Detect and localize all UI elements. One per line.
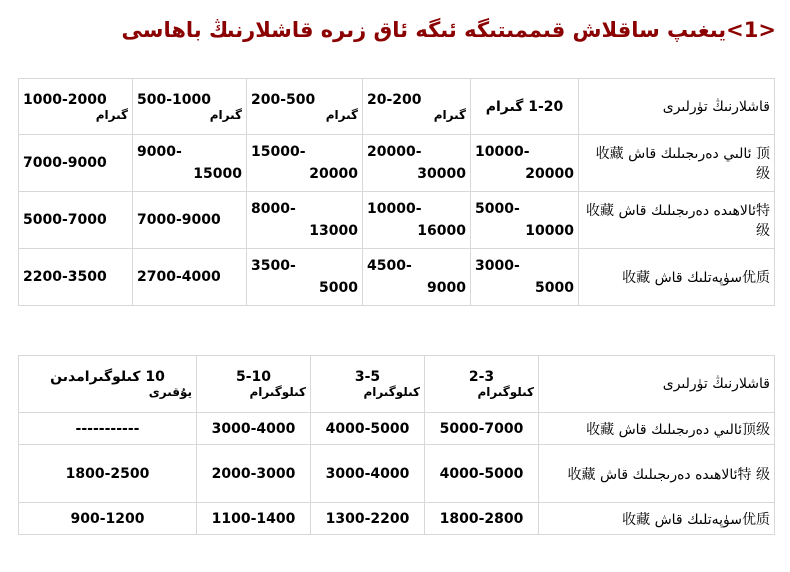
category-header: قاشلارنىڭ تۈرلىرى [539, 356, 775, 413]
column-header: 200-500 گىرام [247, 79, 363, 135]
table-header-row [19, 356, 775, 413]
table-cell: 3000-4000 [197, 413, 311, 445]
table-cell: 4500- 9000 [363, 249, 471, 306]
table-row [19, 249, 775, 306]
table-header-row [19, 79, 775, 135]
table-cell: 10000- 20000 [471, 135, 579, 192]
table-cell: 7000-9000 [19, 135, 133, 192]
column-header: 2-3 كىلوگىرام [425, 356, 539, 413]
table-cell: 5000-7000 [19, 192, 133, 249]
table-cell: 4000-5000 [311, 413, 425, 445]
table-cell: 5000- 10000 [471, 192, 579, 249]
column-header: 10 كىلوگىرامدىن يۇقىرى [19, 356, 197, 413]
table-cell: 10000- 16000 [363, 192, 471, 249]
table-cell: 3000-4000 [311, 445, 425, 503]
table-row [19, 192, 775, 249]
table-cell: 15000- 20000 [247, 135, 363, 192]
table-row [19, 503, 775, 535]
table-row [19, 135, 775, 192]
table-cell: 2000-3000 [197, 445, 311, 503]
row-label: 收藏 ئالىي دەرىجىلىك قاش 顶级 [579, 135, 775, 192]
column-header: 1-20 گىرام [471, 79, 579, 135]
row-label: 收藏 ئالاھىدە دەرىجىلىك قاش特 级 [539, 445, 775, 503]
column-header: 1000-2000 گىرام [19, 79, 133, 135]
table-cell: 4000-5000 [425, 445, 539, 503]
table-cell: 1800-2800 [425, 503, 539, 535]
table-cell: 8000- 13000 [247, 192, 363, 249]
row-label: 收藏 سۈپەتلىك قاش优质 [579, 249, 775, 306]
table-cell: 20000- 30000 [363, 135, 471, 192]
column-header: 20-200 گىرام [363, 79, 471, 135]
column-header: 5-10 كىلوگىرام [197, 356, 311, 413]
table-cell: 5000-7000 [425, 413, 539, 445]
table-cell: 3500- 5000 [247, 249, 363, 306]
table-cell: 2700-4000 [133, 249, 247, 306]
table-row [19, 413, 775, 445]
row-label: 收藏 ئالاھىدە دەرىجىلىك قاش特级 [579, 192, 775, 249]
price-table-kilograms [18, 355, 775, 535]
table-cell: 3000- 5000 [471, 249, 579, 306]
column-header: 500-1000 گىرام [133, 79, 247, 135]
table-cell: 1800-2500 [19, 445, 197, 503]
price-table-grams [18, 78, 775, 306]
table-cell: 1100-1400 [197, 503, 311, 535]
row-label: 收藏 سۈپەتلىك قاش优质 [539, 503, 775, 535]
table-cell: ----------- [19, 413, 197, 445]
table-row [19, 445, 775, 503]
column-header: 3-5 كىلوگىرام [311, 356, 425, 413]
table-cell: 7000-9000 [133, 192, 247, 249]
category-header: قاشلارنىڭ تۈرلىرى [579, 79, 775, 135]
table-cell: 1300-2200 [311, 503, 425, 535]
table-cell: 9000- 15000 [133, 135, 247, 192]
table-cell: 2200-3500 [19, 249, 133, 306]
page-title: <1>يىغىپ ساقلاش قىممىتىگە ئىگە ئاق زىرە قاشلارنىڭ باھاسى [121, 18, 776, 42]
table-cell: 900-1200 [19, 503, 197, 535]
row-label: 收藏 ئالىي دەرىجىلىك قاش顶级 [539, 413, 775, 445]
